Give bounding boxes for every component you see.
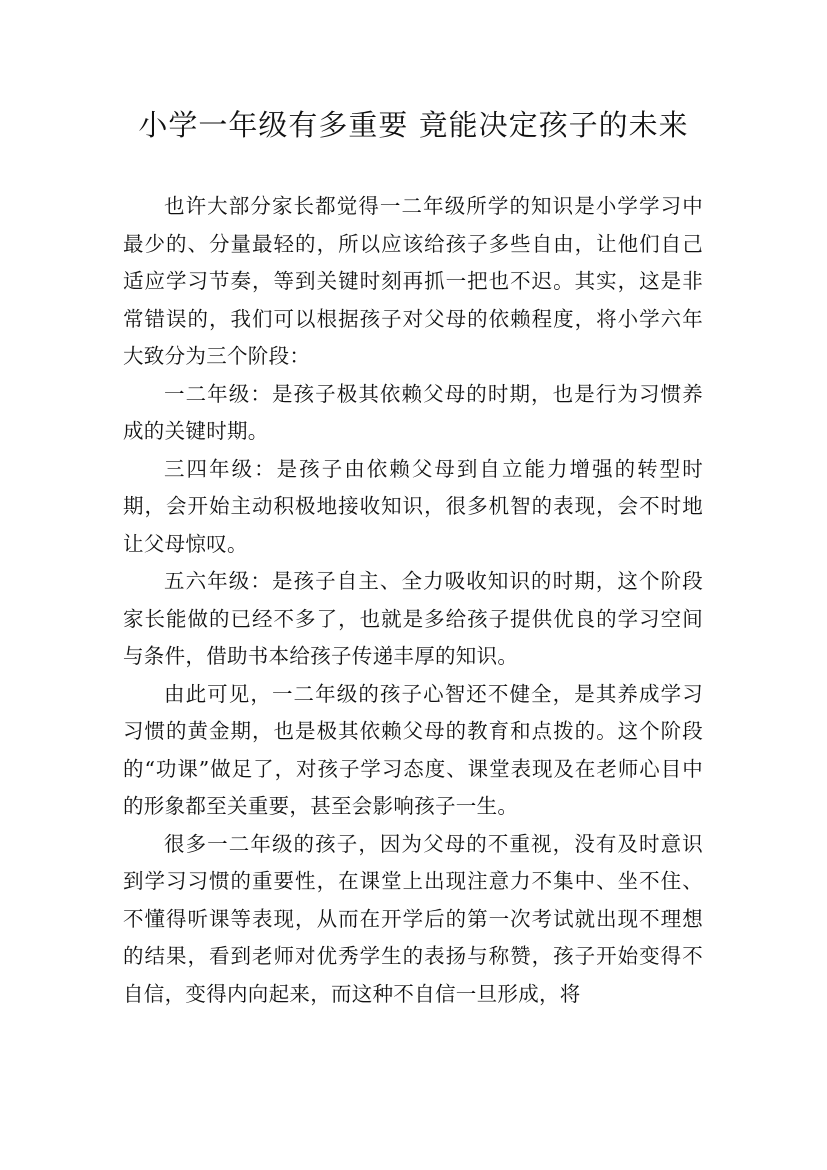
paragraph-intro: 也许大部分家长都觉得一二年级所学的知识是小学学习中最少的、分量最轻的，所以应该给孩子多些自由，让他们自己适应学习节奏，等到关键时刻再抓一把也不迟。其实，这是非常错误的，我们可以根据孩子对父母的依赖程度，将小学六年大致分为三个阶段：	[123, 194, 703, 368]
paragraph-consequences: 很多一二年级的孩子，因为父母的不重视，没有及时意识到学习习惯的重要性，在课堂上出现注意力不集中、坐不住、不懂得听课等表现，从而在开学后的第一次考试就出现不理想的结果，看到老师对优秀学生的表扬与称赞，孩子开始变得不自信，变得内向起来，而这种不自信一旦形成，将	[123, 831, 703, 1006]
paragraph-grade-1-2: 一二年级：是孩子极其依赖父母的时期，也是行为习惯养成的关键时期。	[123, 381, 703, 443]
document-body	[123, 188, 703, 1013]
paragraph-grade-3-4: 三四年级：是孩子由依赖父母到自立能力增强的转型时期，会开始主动积极地接收知识，很多机智的表现，会不时地让父母惊叹。	[123, 456, 703, 556]
document-title: 小学一年级有多重要 竟能决定孩子的未来	[138, 108, 689, 142]
paragraph-grade-5-6: 五六年级：是孩子自主、全力吸收知识的时期，这个阶段家长能做的已经不多了，也就是多给孩子提供优良的学习空间与条件，借助书本给孩子传递丰厚的知识。	[123, 569, 703, 668]
paragraph-conclusion: 由此可见，一二年级的孩子心智还不健全，是其养成学习习惯的黄金期，也是极其依赖父母的教育和点拨的。这个阶段的“功课”做足了，对孩子学习态度、课堂表现及在老师心目中的形象都至关重要，甚至会影响孩子一生。	[123, 681, 703, 818]
